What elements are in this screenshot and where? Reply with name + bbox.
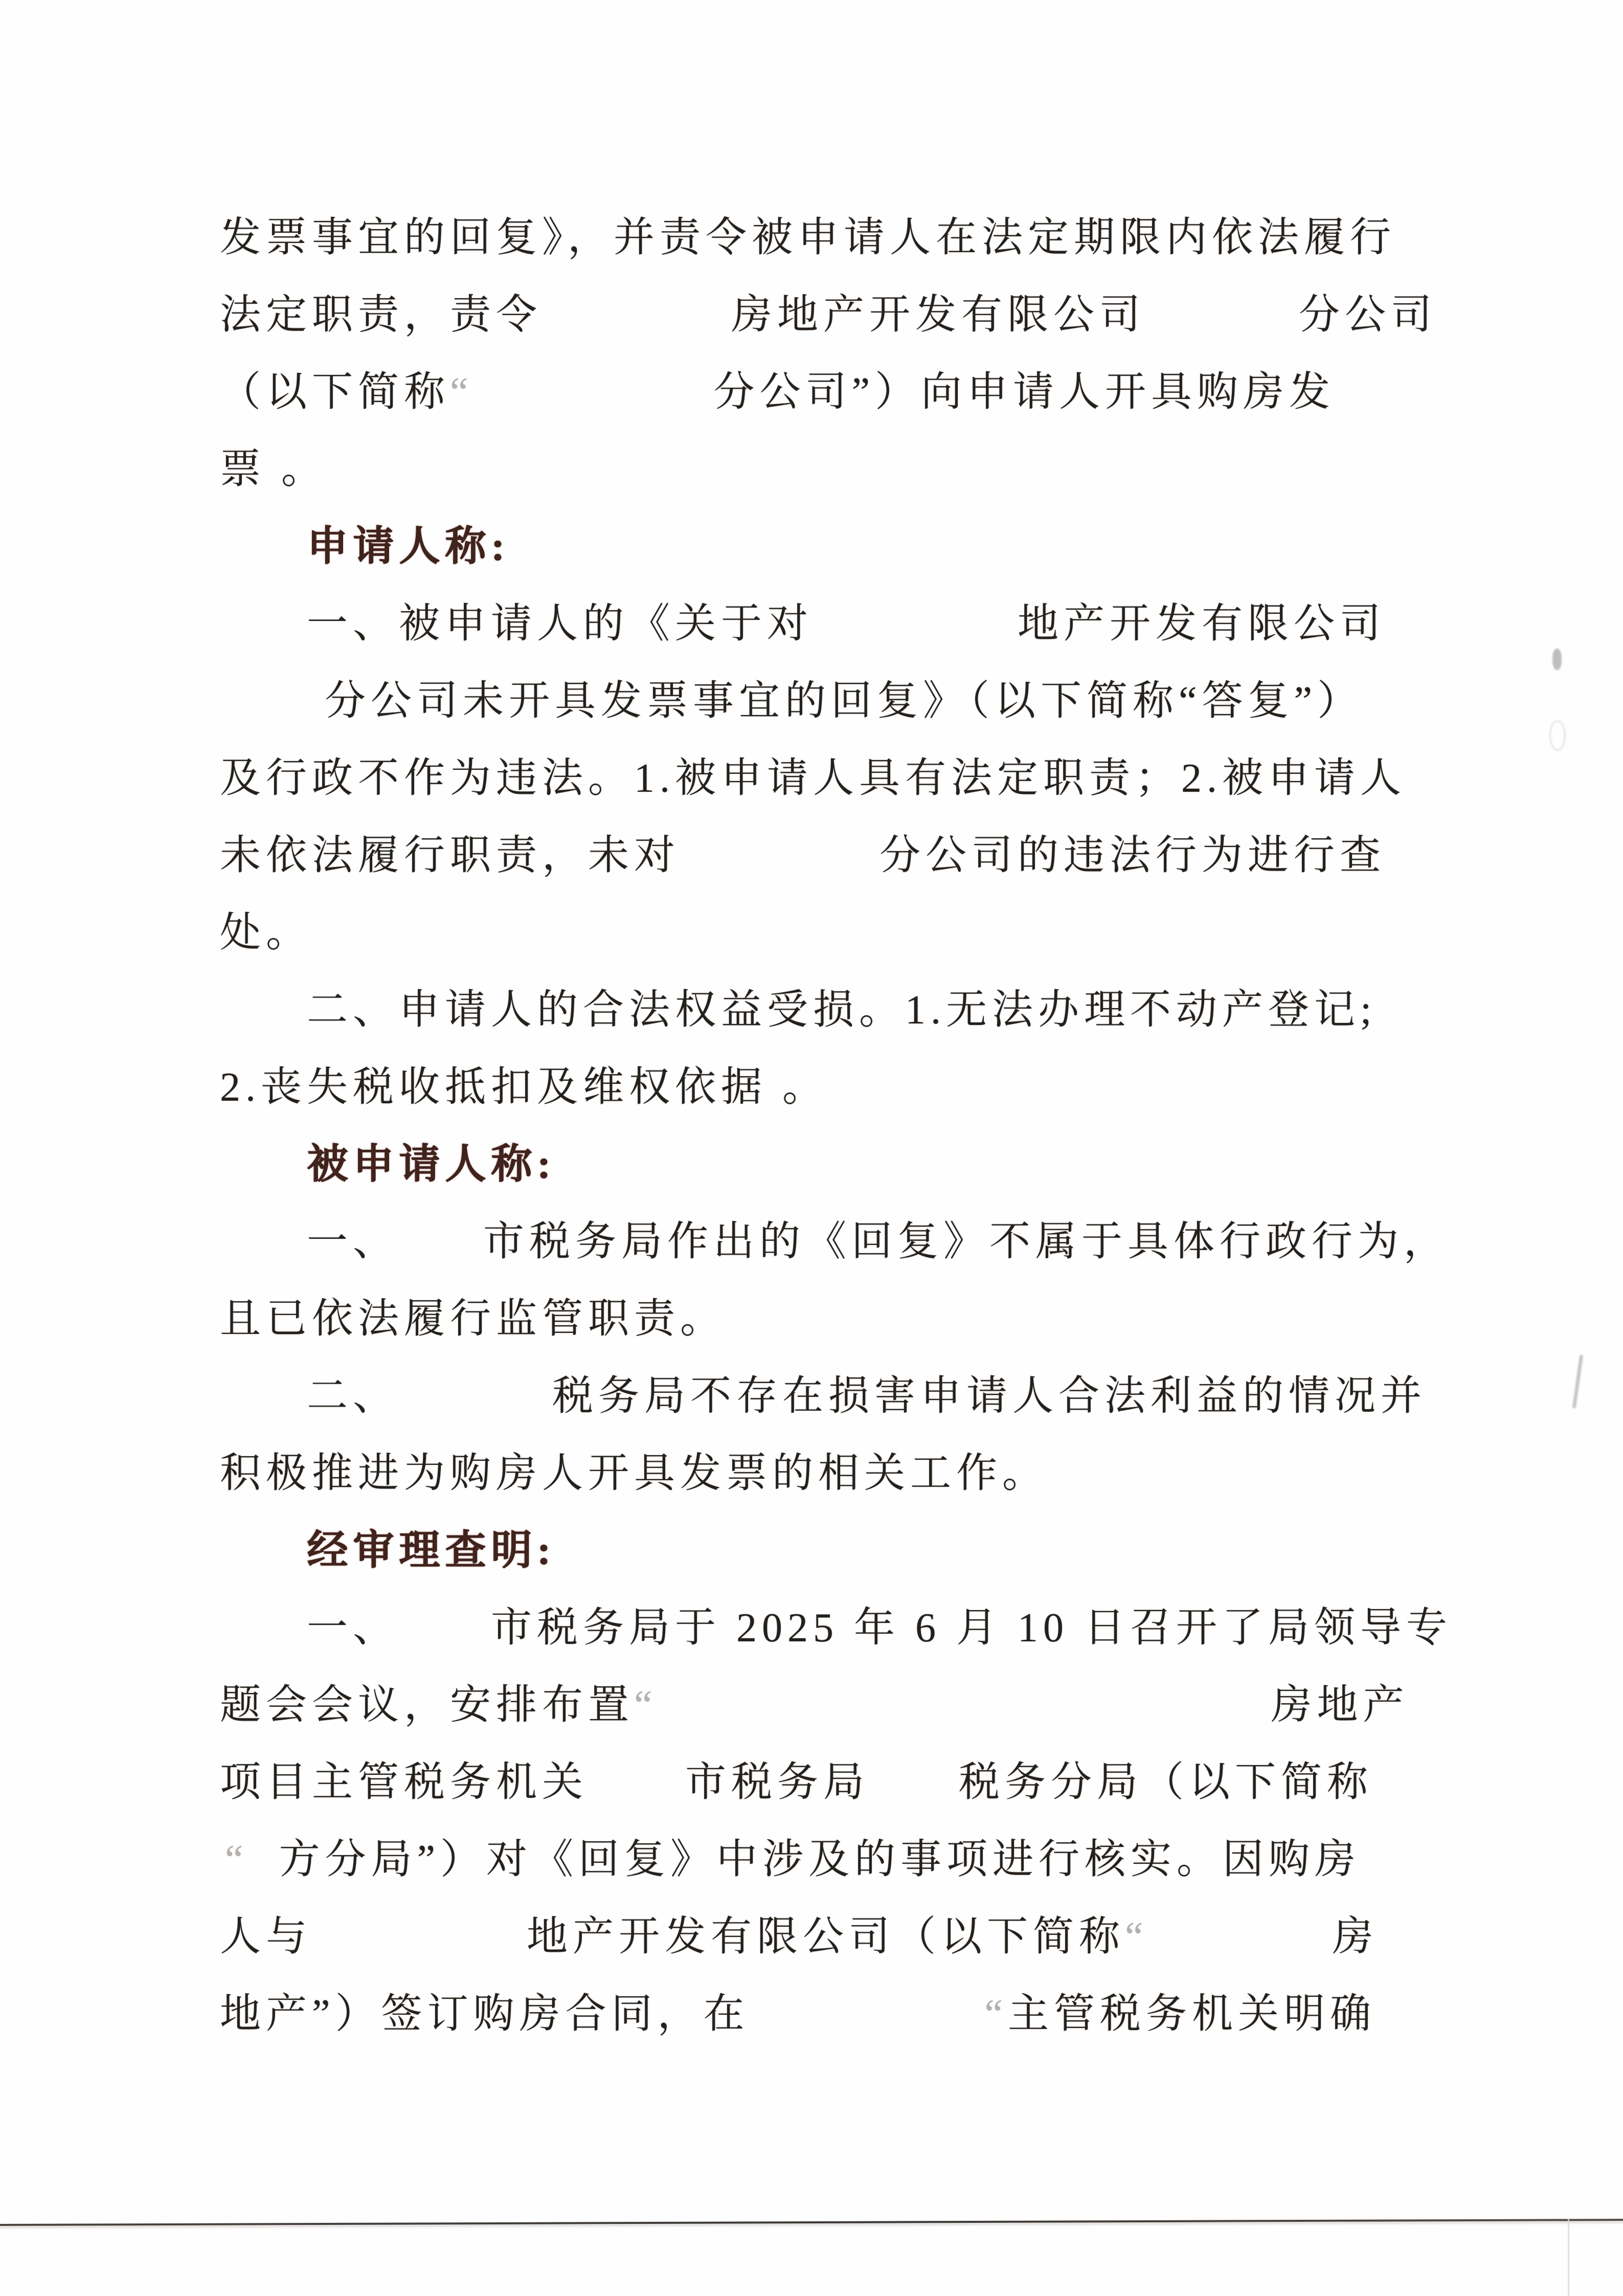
redacted-gap: [399, 1250, 483, 1255]
text-segment: 项目主管税务机关: [220, 1760, 588, 1805]
faint-text-segment: “: [984, 1992, 1008, 2037]
text-segment: 题会会议，安排布置: [220, 1683, 634, 1728]
text-segment: 一、: [307, 1606, 399, 1651]
faint-text-segment: “: [450, 370, 474, 415]
text-line: [220, 740, 1483, 817]
text-segment: 税务分局（以下简称: [959, 1760, 1373, 1805]
text-line: [220, 817, 1483, 895]
text-line: [220, 1744, 1483, 1821]
redacted-gap: [249, 1868, 279, 1873]
scan-smudge-artifact: [1549, 720, 1566, 751]
text-line: [220, 1281, 1483, 1358]
text-segment: 且已依法履行监管职责。: [220, 1297, 726, 1342]
redacted-gap: [312, 1945, 527, 1950]
text-segment: 处。: [220, 910, 312, 955]
vertical-line-artifact: [1568, 2218, 1569, 2296]
text-segment: 地产开发有限公司（以下简称: [527, 1914, 1125, 1959]
text-line: [220, 199, 1483, 277]
text-line: [220, 1049, 1483, 1126]
redacted-gap: [588, 1791, 685, 1796]
text-segment: 及行政不作为违法。1.被申请人具有法定职责；2.被申请人: [220, 756, 1406, 801]
text-line: [220, 895, 1483, 972]
text-segment: 主管税务机关明确: [1008, 1992, 1377, 2037]
text-line: [307, 1203, 1483, 1281]
text-line: [325, 663, 1483, 740]
text-segment: 未依法履行职责，未对: [220, 833, 680, 878]
text-segment: 2.丧失税收抵扣及维权依据 。: [220, 1065, 828, 1110]
text-segment: （以下简称: [220, 370, 450, 415]
text-segment: 人与: [220, 1914, 312, 1959]
redacted-gap: [680, 864, 880, 869]
text-segment: 方分局”）对《回复》中涉及的事项进行核实。因购房: [279, 1837, 1361, 1882]
text-segment: 分公司未开具发票事宜的回复》（以下简称“答复”）: [325, 679, 1364, 724]
text-segment: 市税务局作出的《回复》不属于具体行政行为，: [483, 1219, 1450, 1264]
text-segment: 分公司的违法行为进行查: [880, 833, 1386, 878]
text-line: [220, 1435, 1483, 1512]
document-text: [220, 199, 1483, 2053]
redacted-gap: [813, 632, 1018, 637]
text-line: [220, 354, 1483, 431]
text-segment: 市税务局于 2025 年 6 月 10 日召开了局领导专: [491, 1606, 1452, 1651]
text-segment: 地产开发有限公司: [1018, 601, 1386, 647]
redacted-gap: [542, 323, 731, 328]
text-segment: 二、申请人的合法权益受损。1.无法办理不动产登记;: [307, 988, 1377, 1033]
text-line: [307, 1358, 1483, 1435]
text-line: [220, 1667, 1483, 1744]
section-heading: [307, 1126, 1483, 1203]
redacted-gap: [1148, 1945, 1333, 1950]
text-segment: 一、被申请人的《关于对: [307, 601, 813, 647]
text-segment: 房地产: [1271, 1683, 1409, 1728]
redacted-gap: [869, 1791, 959, 1796]
faint-text-segment: “: [225, 1837, 249, 1882]
text-segment: 房地产开发有限公司: [731, 293, 1145, 338]
redacted-gap: [750, 2022, 985, 2027]
text-segment: 房: [1332, 1914, 1379, 1959]
faint-text-segment: “: [634, 1683, 658, 1728]
text-segment: 积极推进为购房人开具发票的相关工作。: [220, 1451, 1048, 1496]
section-heading: [307, 1512, 1483, 1590]
text-line: [307, 972, 1483, 1049]
text-segment: 经审理查明:: [307, 1528, 556, 1573]
scan-smudge-artifact: [1552, 649, 1562, 670]
text-line: [225, 1821, 1483, 1899]
text-segment: 分公司: [1299, 293, 1437, 338]
redacted-gap: [1145, 323, 1299, 328]
horizontal-rule-artifact: [0, 2219, 1623, 2226]
text-segment: 一、: [307, 1219, 399, 1264]
redacted-gap: [474, 400, 714, 406]
text-segment: 申请人称:: [307, 524, 510, 569]
text-segment: 市税务局: [685, 1760, 869, 1805]
text-line: [307, 1590, 1483, 1667]
text-segment: 二、: [307, 1374, 399, 1419]
redacted-gap: [399, 1636, 491, 1641]
text-line: [220, 277, 1483, 354]
text-line: [220, 1899, 1483, 1976]
text-line: [220, 431, 1483, 508]
text-segment: 票 。: [220, 447, 327, 492]
text-segment: 法定职责，责令: [220, 293, 542, 338]
text-line: [307, 586, 1483, 663]
redacted-gap: [399, 1405, 552, 1410]
scan-slash-artifact: [1572, 1354, 1584, 1409]
faint-text-segment: “: [1125, 1914, 1148, 1959]
text-segment: 税务局不存在损害申请人合法利益的情况并: [552, 1374, 1427, 1419]
text-segment: 分公司”）向申请人开具购房发: [713, 370, 1336, 415]
text-segment: 被申请人称:: [307, 1142, 556, 1187]
text-segment: 发票事宜的回复》，并责令被申请人在法定期限内依法履行: [220, 215, 1396, 260]
redacted-gap: [658, 1713, 1271, 1719]
text-line: [220, 1976, 1483, 2053]
text-segment: 地产”）签订购房合同，在: [220, 1992, 750, 2037]
section-heading: [307, 508, 1483, 586]
